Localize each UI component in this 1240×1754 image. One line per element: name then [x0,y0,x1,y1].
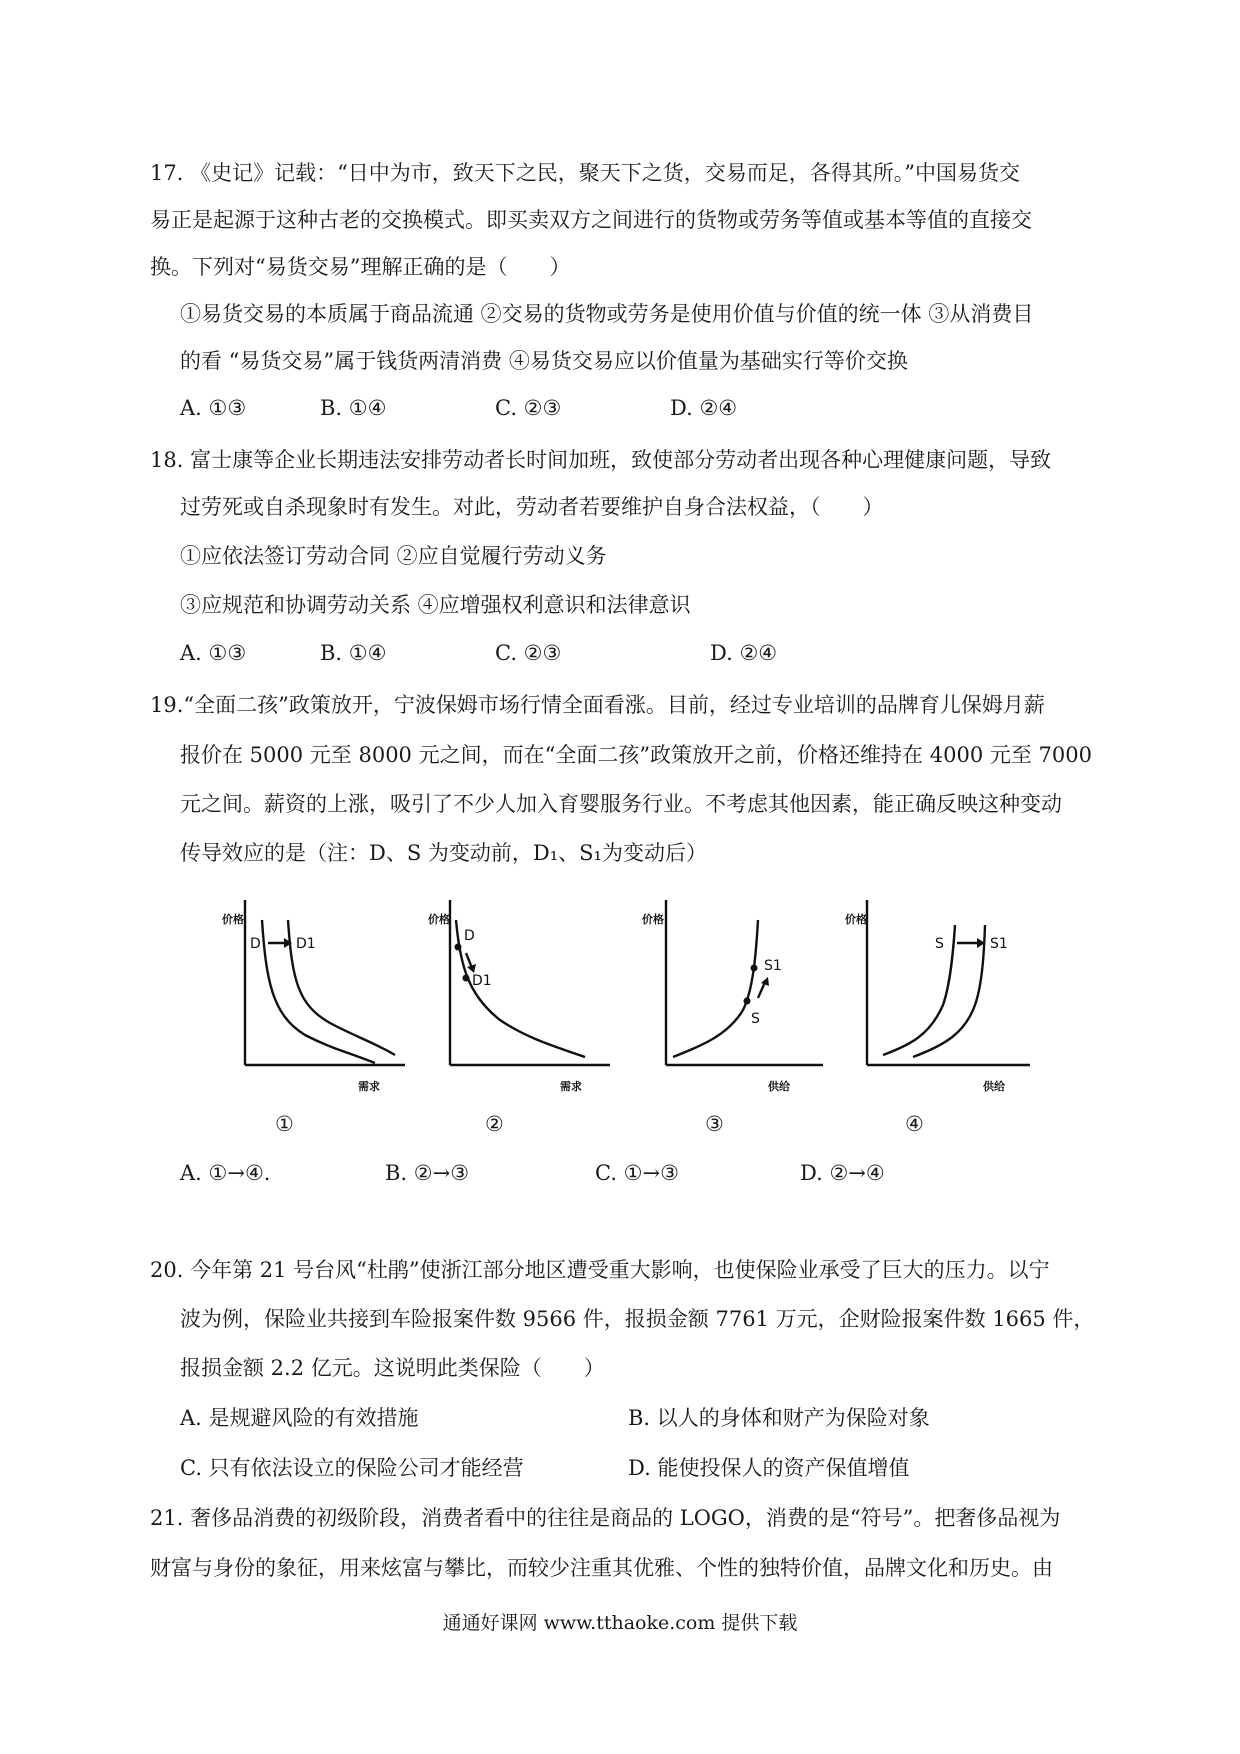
figure-3-number: ③ [705,1112,724,1136]
figure-1-ylabel: 价格 [222,913,244,926]
q17-option-d: D. ②④ [670,396,738,420]
q17-option-a: A. ①③ [180,396,247,420]
figure-3-label-s1: S1 [764,958,782,974]
q19-option-a: A. ①→④. [180,1161,271,1185]
figure-1-label-d1: D1 [296,936,316,952]
figure-3-curve-s [673,920,758,1057]
q18-option-c: C. ②③ [495,641,562,665]
q19-line-4: 传导效应的是（注：D、S 为变动前，D₁、S₁为变动后） [180,841,707,865]
figure-2-xlabel: 需求 [560,1080,582,1093]
figure-2-point-d [455,944,462,951]
page-footer: 通通好课网 www.tthaoke.com 提供下载 [442,1612,798,1634]
figure-4-label-s: S [935,936,944,952]
q18-option-a: A. ①③ [180,641,247,665]
q19-line-2: 报价在 5000 元至 8000 元之间，而在“全面二孩”政策放开之前，价格还维持在 4000 元至 7000 [180,743,1092,767]
q18-option-b: B. ①④ [320,641,387,665]
figure-4-label-s1: S1 [990,936,1008,952]
figure-1-label-d: D [250,936,261,952]
figure-3-point-s1 [751,965,758,972]
figure-1 [210,885,410,1100]
q17-line-1: 17. 《史记》记载：“日中为市，致天下之民，聚天下之货，交易而足，各得其所。”中国易货交 [150,161,1021,185]
figure-3-ylabel: 价格 [642,913,664,926]
figure-3-arrow [758,982,765,998]
q17-line-5: 的看 “易货交易”属于钱货两清消费 ④易货交易应以价值量为基础实行等价交换 [180,349,908,373]
q17-line-2: 易正是起源于这种古老的交换模式。即买卖双方之间进行的货物或劳务等值或基本等值的直接交 [150,208,1032,232]
q17-option-c: C. ②③ [495,396,562,420]
q18-line-2: 过劳死或自杀现象时有发生。对此，劳动者若要维护自身合法权益，（ ） [180,495,884,519]
figure-3-point-s [744,998,751,1005]
q20-option-b: B. 以人的身体和财产为保险对象 [628,1406,930,1430]
q20-line-3: 报损金额 2.2 亿元。这说明此类保险（ ） [180,1356,605,1380]
q19-line-1: 19.“全面二孩”政策放开，宁波保姆市场行情全面看涨。目前，经过专业培训的品牌育儿保姆月薪 [150,693,1045,717]
q17-line-4: ①易货交易的本质属于商品流通 ②交易的货物或劳务是使用价值与价值的统一体 ③从消费目 [180,302,1034,326]
figure-4-curve-s [883,925,955,1055]
figure-1-xlabel: 需求 [358,1080,380,1093]
figure-3-label-s: S [751,1011,760,1027]
figure-4 [835,885,1035,1100]
figure-1-number: ① [275,1112,294,1136]
figure-2-point-d1 [463,975,470,982]
figure-2-label-d1: D1 [472,973,492,989]
q20-option-d: D. 能使投保人的资产保值增值 [628,1456,910,1480]
q20-option-c: C. 只有依法设立的保险公司才能经营 [180,1456,524,1480]
q19-option-c: C. ①→③ [595,1161,679,1185]
figure-3-xlabel: 供给 [768,1080,790,1093]
q17-line-3: 换。下列对“易货交易”理解正确的是（ ） [150,255,571,279]
q21-line-2: 财富与身份的象征，用来炫富与攀比，而较少注重其优雅、个性的独特价值，品牌文化和历史。由 [150,1556,1053,1580]
q18-option-d: D. ②④ [710,641,778,665]
figure-2-ylabel: 价格 [428,913,450,926]
q17-option-b: B. ①④ [320,396,387,420]
q20-option-a: A. 是规避风险的有效措施 [180,1406,419,1430]
figure-2 [420,885,620,1100]
q18-line-1: 18. 富士康等企业长期违法安排劳动者长时间加班，致使部分劳动者出现各种心理健康问题，导致 [150,448,1052,472]
figure-4-xlabel: 供给 [983,1080,1005,1093]
figure-1-curve-d [262,920,375,1063]
figure-4-number: ④ [905,1112,924,1136]
q18-line-3: ①应依法签订劳动合同 ②应自觉履行劳动义务 [180,544,607,568]
q21-line-1: 21. 奢侈品消费的初级阶段，消费者看中的往往是商品的 LOGO，消费的是“符号”。把奢侈品视为 [150,1506,1061,1530]
q19-option-b: B. ②→③ [385,1161,470,1185]
q19-line-3: 元之间。薪资的上涨，吸引了不少人加入育婴服务行业。不考虑其他因素，能正确反映这种变动 [180,792,1062,816]
figure-4-ylabel: 价格 [845,913,867,926]
q18-line-4: ③应规范和协调劳动关系 ④应增强权利意识和法律意识 [180,593,691,617]
figure-2-label-d: D [464,928,475,944]
figure-3 [628,885,828,1100]
q19-option-d: D. ②→④ [800,1161,885,1185]
figure-2-number: ② [485,1112,504,1136]
q20-line-2: 波为例，保险业共接到车险报案件数 9566 件，报损金额 7761 万元，企财险报案件数 1665 件， [180,1307,1095,1331]
figure-4-curve-s1 [913,925,985,1057]
q20-line-1: 20. 今年第 21 号台风“杜鹃”使浙江部分地区遭受重大影响，也使保险业承受了巨大的压力。以宁 [150,1258,1050,1282]
